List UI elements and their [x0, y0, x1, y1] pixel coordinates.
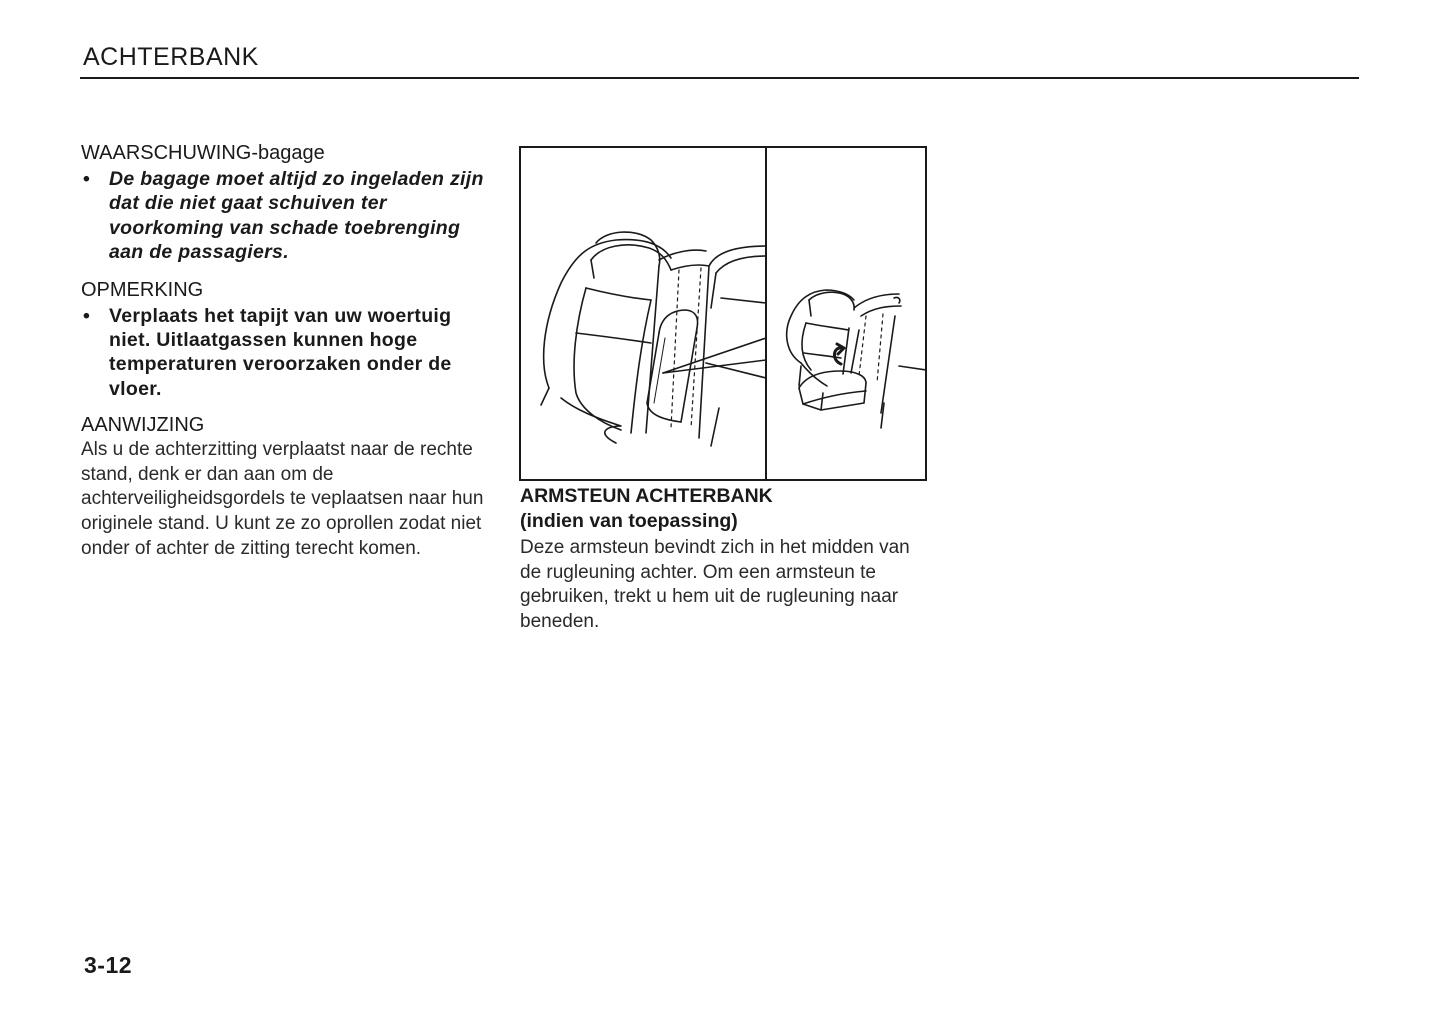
warning-bullet	[81, 167, 491, 265]
armrest-illustration	[519, 146, 927, 481]
rear-seat-armrest-drawing	[521, 148, 925, 479]
header-divider	[80, 77, 1359, 79]
hint-heading: AANWIJZING	[81, 414, 205, 437]
armrest-text: Deze armsteun bevindt zich in het midden van de rugleuning achter. Om een armsteun te gebruiken, trekt u hem uit de rugleuning naar beneden.	[520, 537, 910, 632]
note-bullet	[81, 304, 491, 402]
warning-heading: WAARSCHUWING-bagage	[81, 142, 325, 164]
bullet-dot-icon: •	[83, 304, 91, 327]
warning-bullet-text: De bagage moet altijd zo ingeladen zijn dat die niet gaat schuiven ter voorkoming van schade toebrenging aan de passagiers.	[109, 168, 484, 264]
note-bullet-text: Verplaats het tapijt van uw woertuig niet. Uitlaatgassen kunnen hoge temperaturen veroorzaken onder de vloer.	[109, 304, 452, 400]
left-column	[81, 141, 491, 561]
page-number: 3-12	[84, 952, 133, 978]
hint-text: Als u de achterzitting verplaatst naar de rechte stand, denk er dan aan om de achterveiligheidsgordels te veplaatsen naar hun originele stand. U kunt ze zo oprollen zodat niet onder of achter de zitting terecht komen.	[81, 439, 484, 559]
note-heading: OPMERKING	[81, 278, 204, 301]
armrest-heading-line1: ARMSTEUN ACHTERBANK	[520, 485, 773, 507]
armrest-heading-line2: (indien van toepassing)	[520, 510, 738, 532]
page-title: ACHTERBANK	[83, 43, 259, 71]
right-column	[520, 484, 920, 634]
bullet-dot-icon: •	[83, 168, 91, 190]
